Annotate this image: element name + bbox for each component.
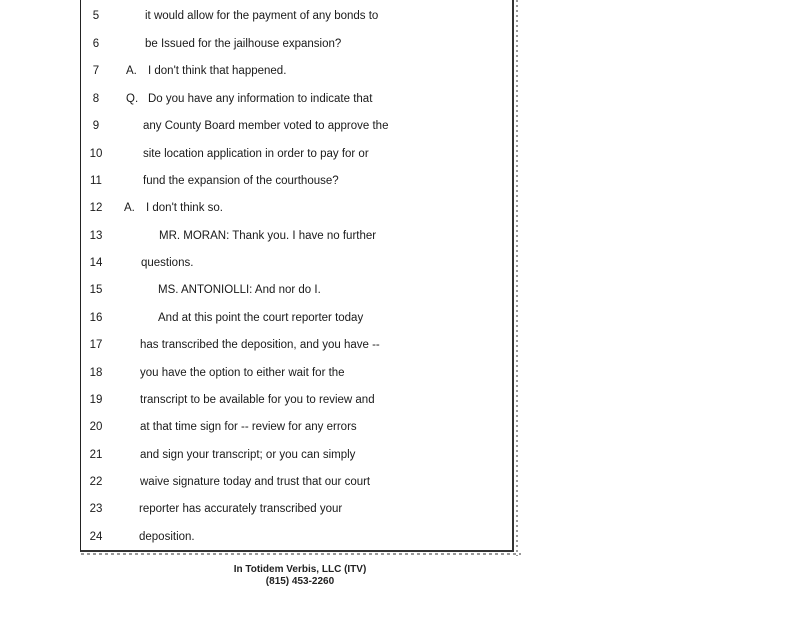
transcript-line: [81, 364, 515, 382]
transcript-line: [81, 336, 515, 354]
line-text: and sign your transcript; or you can simply: [140, 449, 356, 461]
line-number: 13: [89, 230, 103, 242]
line-text: at that time sign for -- review for any errors: [140, 421, 357, 433]
line-text: I don't think so.: [146, 202, 223, 214]
transcript-page: [80, 0, 514, 552]
line-text: MS. ANTONIOLLI: And nor do I.: [158, 284, 321, 296]
line-number: 12: [89, 202, 103, 214]
transcript-line: [81, 62, 515, 80]
transcript-line: [81, 446, 515, 464]
line-number: 17: [89, 339, 103, 351]
transcript-line: [81, 500, 515, 518]
line-number: 14: [89, 257, 103, 269]
line-text: be Issued for the jailhouse expansion?: [145, 38, 342, 50]
line-number: 19: [89, 394, 103, 406]
footer-company: In Totidem Verbis, LLC (ITV): [233, 564, 367, 575]
transcript-line: [81, 145, 515, 163]
footer-phone: (815) 453-2260: [265, 576, 335, 587]
line-number: 15: [89, 284, 103, 296]
line-text: I don't think that happened.: [148, 65, 287, 77]
speaker-label: A.: [124, 202, 135, 214]
line-text: any County Board member voted to approve the: [143, 120, 389, 132]
line-number: 9: [92, 120, 100, 132]
line-number: 8: [92, 93, 100, 105]
transcript-line: [81, 254, 515, 272]
line-number: 11: [90, 175, 102, 187]
speaker-label: Q.: [126, 93, 139, 105]
line-number: 16: [89, 312, 103, 324]
transcript-line: [81, 199, 515, 217]
transcript-line: [81, 391, 515, 409]
line-text: it would allow for the payment of any bonds to: [145, 10, 379, 22]
transcript-line: [81, 309, 515, 327]
line-text: deposition.: [139, 531, 195, 543]
line-text: site location application in order to pay for or: [143, 148, 369, 160]
line-number: 23: [89, 503, 103, 515]
line-text: transcript to be available for you to review and: [140, 394, 375, 406]
line-text: fund the expansion of the courthouse?: [143, 175, 339, 187]
transcript-line: [81, 281, 515, 299]
line-number: 5: [92, 10, 100, 22]
line-text: Do you have any information to indicate that: [148, 93, 373, 105]
line-text: questions.: [141, 257, 194, 269]
line-text: waive signature today and trust that our court: [140, 476, 371, 488]
line-text: has transcribed the deposition, and you have --: [140, 339, 380, 351]
transcript-line: [81, 7, 515, 25]
transcript-line: [81, 227, 515, 245]
line-number: 18: [89, 367, 103, 379]
line-number: 24: [89, 531, 103, 543]
transcript-line: [81, 35, 515, 53]
transcript-line: [81, 528, 515, 546]
transcript-line: [81, 418, 515, 436]
transcript-line: [81, 473, 515, 491]
line-number: 22: [89, 476, 103, 488]
transcript-line: [81, 117, 515, 135]
line-text: you have the option to either wait for the: [140, 367, 345, 379]
line-number: 7: [92, 65, 100, 77]
line-number: 21: [89, 449, 103, 461]
line-text: MR. MORAN: Thank you. I have no further: [159, 230, 377, 242]
line-number: 10: [89, 148, 103, 160]
transcript-line: [81, 90, 515, 108]
line-number: 20: [89, 421, 103, 433]
line-text: And at this point the court reporter today: [158, 312, 364, 324]
transcript-line: [81, 172, 515, 190]
line-text: reporter has accurately transcribed your: [139, 503, 343, 515]
line-number: 6: [92, 38, 100, 50]
speaker-label: A.: [126, 65, 137, 77]
